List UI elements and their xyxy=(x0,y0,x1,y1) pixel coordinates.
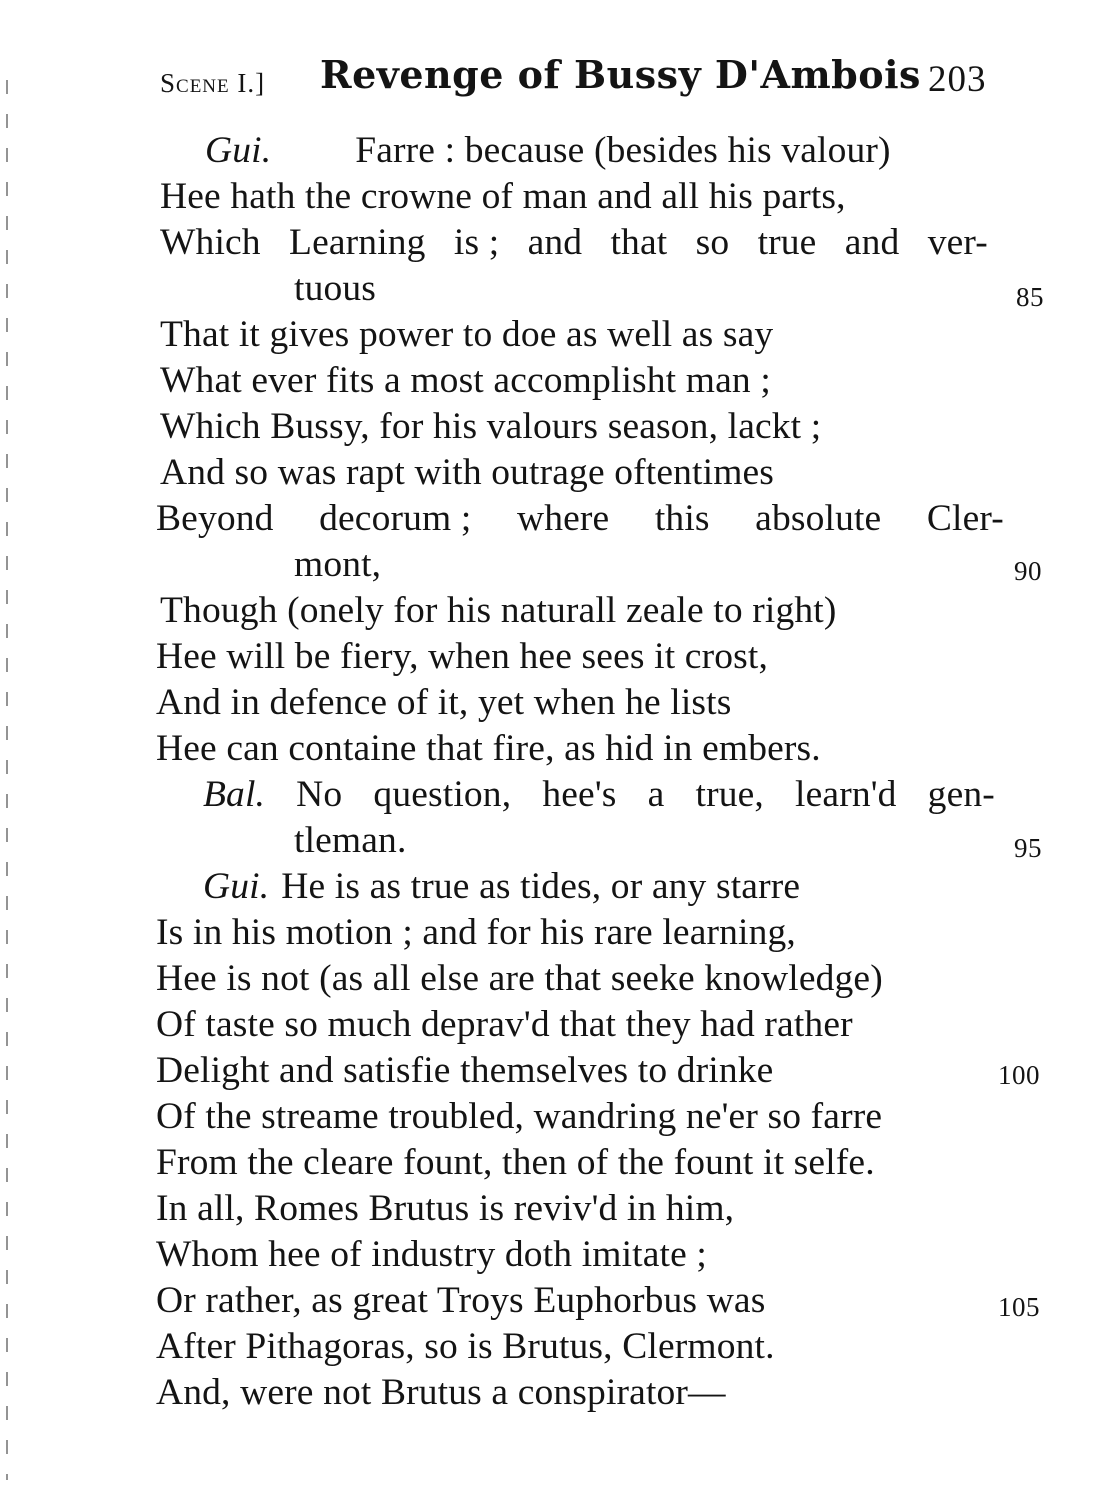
verse-line xyxy=(156,910,796,956)
line-number: 100 xyxy=(998,1060,1040,1090)
line-word: No xyxy=(296,774,343,815)
verse-line xyxy=(156,1186,734,1232)
line-word: Cler- xyxy=(926,498,1004,539)
line-word: and xyxy=(527,222,583,263)
line-number: 95 xyxy=(1014,833,1042,863)
line-text: Of the streame troubled, wandring ne'er so farre xyxy=(156,1096,883,1137)
line-text: Of taste so much deprav'd that they had rather xyxy=(156,1004,853,1045)
verse-line xyxy=(203,772,995,818)
line-text: Is in his motion ; and for his rare learning, xyxy=(156,912,796,953)
line-word: question, xyxy=(373,774,512,815)
verse-line xyxy=(156,1048,773,1094)
line-number: 85 xyxy=(1016,282,1044,312)
line-text: Or rather, as great Troys Euphorbus was xyxy=(156,1280,766,1321)
line-word: ver- xyxy=(927,222,988,263)
line-word: that xyxy=(610,222,668,263)
line-text: Delight and satisfie themselves to drinke xyxy=(156,1050,774,1091)
verse-line xyxy=(160,220,988,266)
speaker-name: Gui. xyxy=(205,130,272,171)
running-header xyxy=(160,52,1020,102)
verse-line xyxy=(156,726,821,772)
line-word: so xyxy=(695,222,730,263)
verse-line xyxy=(156,1324,775,1370)
line-word: and xyxy=(844,222,900,263)
verse-line xyxy=(294,542,381,588)
line-word: learn'd xyxy=(795,774,897,815)
line-number: 90 xyxy=(1014,556,1042,586)
scan-gutter-artifact xyxy=(6,80,8,1480)
line-text: tuous xyxy=(294,268,377,309)
verse-line xyxy=(156,1278,765,1324)
page-number: 203 xyxy=(928,59,987,100)
verse-line xyxy=(156,956,883,1002)
speaker-name: Bal. xyxy=(203,774,266,815)
verse-line xyxy=(156,1002,853,1048)
line-text: And in defence of it, yet when he lists xyxy=(156,682,732,723)
verse-line xyxy=(294,818,406,864)
line-word: is ; xyxy=(453,222,500,263)
line-number: 105 xyxy=(998,1292,1040,1322)
line-text: Hee will be fiery, when hee sees it crost, xyxy=(156,636,768,677)
line-word: true xyxy=(757,222,817,263)
verse-line xyxy=(203,864,800,910)
line-word: gen- xyxy=(927,774,995,815)
line-word: Which xyxy=(160,222,261,263)
line-word: decorum ; xyxy=(319,498,472,539)
line-text: tleman. xyxy=(294,820,407,861)
line-text: Hee is not (as all else are that seeke knowledge) xyxy=(156,958,883,999)
verse-line xyxy=(156,634,768,680)
line-text: That it gives power to doe as well as say xyxy=(160,314,774,355)
verse-line xyxy=(160,312,773,358)
line-text: What ever fits a most accomplisht man ; xyxy=(160,360,771,401)
line-text: Which Bussy, for his valours season, lackt ; xyxy=(160,406,822,447)
line-text: Though (onely for his naturall zeale to right) xyxy=(160,590,837,631)
line-word: this xyxy=(654,498,710,539)
verse-line xyxy=(160,174,846,220)
line-word: Learning xyxy=(289,222,426,263)
line-word: where xyxy=(516,498,610,539)
line-text: And so was rapt with outrage oftentimes xyxy=(160,452,775,493)
running-title: Revenge of Bussy D'Ambois xyxy=(320,52,921,97)
line-word: absolute xyxy=(755,498,882,539)
line-text: Farre : because (besides his valour) xyxy=(355,130,891,171)
line-text: From the cleare fount, then of the fount it selfe. xyxy=(156,1142,875,1183)
verse-line xyxy=(160,588,836,634)
verse-line xyxy=(156,1232,707,1278)
line-word: hee's xyxy=(542,774,617,815)
verse-line xyxy=(160,404,821,450)
line-text: Hee can containe that fire, as hid in embers. xyxy=(156,728,821,769)
line-text: He is as true as tides, or any starre xyxy=(281,866,801,907)
verse-line xyxy=(160,450,774,496)
line-word: Beyond xyxy=(156,498,274,539)
verse-line xyxy=(294,266,376,312)
verse-line xyxy=(156,1094,882,1140)
speaker-name: Gui. xyxy=(203,866,270,907)
line-word: a xyxy=(647,774,665,815)
line-text: Whom hee of industry doth imitate ; xyxy=(156,1234,707,1275)
line-text: Hee hath the crowne of man and all his parts, xyxy=(160,176,846,217)
line-text: After Pithagoras, so is Brutus, Clermont. xyxy=(156,1326,775,1367)
line-text: In all, Romes Brutus is reviv'd in him, xyxy=(156,1188,735,1229)
verse-line xyxy=(156,1370,726,1416)
scene-label: Scene I.] xyxy=(160,68,266,98)
verse-line xyxy=(156,496,1004,542)
verse-line xyxy=(156,1140,875,1186)
verse-line xyxy=(160,358,771,404)
verse-line xyxy=(205,128,891,174)
line-text: mont, xyxy=(294,544,382,585)
verse-line xyxy=(156,680,732,726)
line-text: And, were not Brutus a conspirator— xyxy=(156,1372,726,1413)
line-word: true, xyxy=(695,774,764,815)
